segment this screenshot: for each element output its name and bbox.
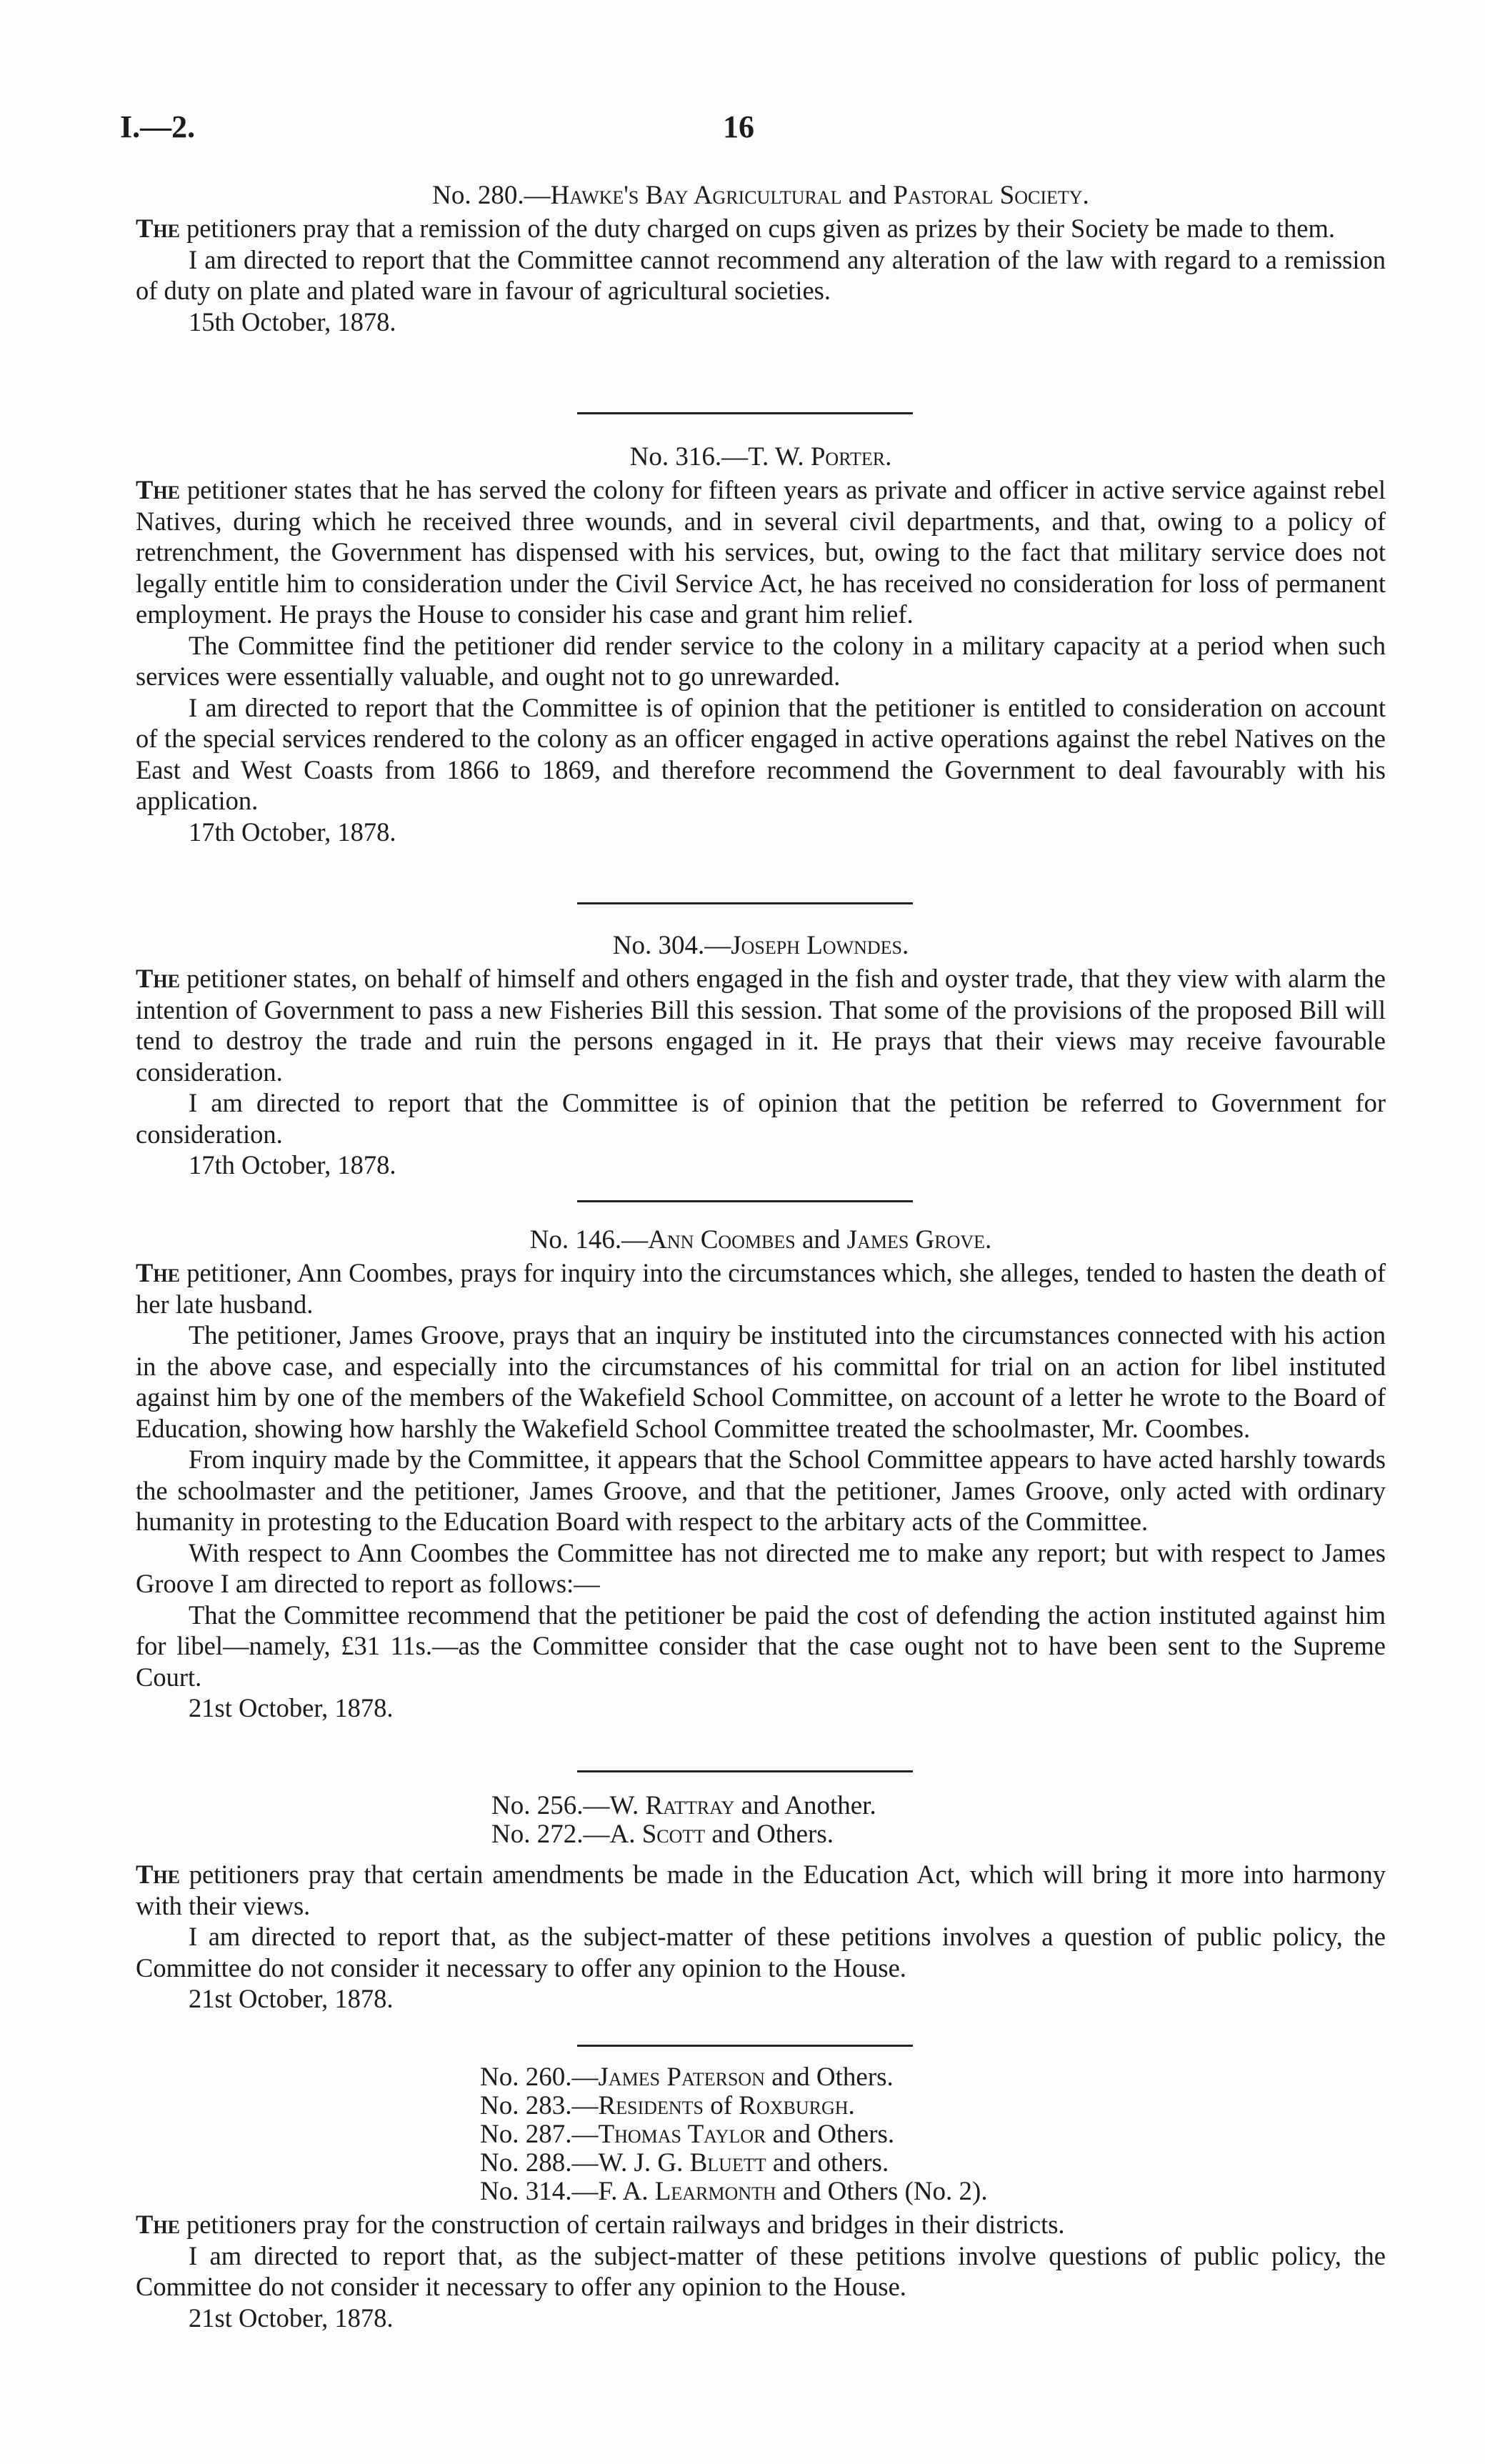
petition-summary: The petitioner states that he has served the colony for fifteen years as private and officer in active service against rebel Natives, during which he received three wounds, and in several civil departments, and that, owing to a policy of retrenchment, the Government has dispensed with his services, but, owing to the fact that military service does not legally entitle him to consideration under the Civil Service Act, he has received no consideration for loss of permanent employment. He prays the House to consider his case and grant him relief. xyxy=(136,475,1386,629)
petition-146 xyxy=(136,1223,1386,1724)
committee-report: I am directed to report that the Committee is of opinion that the petition be referred to Government for consideration. xyxy=(136,1088,1386,1149)
petition-title: No. 288.—W. J. G. Bluett and others. xyxy=(480,2148,889,2178)
petition-256-272 xyxy=(136,1859,1386,2015)
petition-titles-256-272 xyxy=(491,1792,876,1849)
petition-summary: The petitioner states, on behalf of himself and others engaged in the fish and oyster trade, that they view with alarm the intention of Government to pass a new Fisheries Bill this session. That some of the provisions of the proposed Bill will tend to destroy the trade and ruin the persons engaged in it. He prays that their views may receive favourable consideration. xyxy=(136,964,1386,1087)
report-date: 15th October, 1878. xyxy=(189,306,396,336)
petition-title: No. 314.—F. A. Learmonth and Others (No. 2). xyxy=(480,2177,988,2206)
petition-title: No. 146.—Ann Coombes and James Grove. xyxy=(529,1225,992,1255)
report-date: 21st October, 1878. xyxy=(189,1693,394,1722)
report-date: 17th October, 1878. xyxy=(189,1150,396,1179)
petition-title: No. 260.—James Paterson and Others. xyxy=(480,2063,894,2092)
petition-title: No. 280.—Hawke's Bay Agricultural and Pastoral Society. xyxy=(432,181,1089,210)
report-date: 17th October, 1878. xyxy=(189,817,396,847)
section-divider xyxy=(577,412,913,414)
petition-titles-group xyxy=(480,2063,988,2206)
committee-note: With respect to Ann Coombes the Committee has not directed me to make any report; but with respect to James Groove I am directed to report as follows:— xyxy=(136,1537,1386,1598)
petition-summary: The petitioners pray that certain amendments be made in the Education Act, which will bring it more into harmony with their views. xyxy=(136,1860,1386,1920)
committee-report: That the Committee recommend that the petitioner be paid the cost of defending the action instituted against him for libel—namely, £31 11s.—as the Committee consider that the case ought not to have been sent to the Supreme Court. xyxy=(136,1600,1386,1692)
report-date: 21st October, 1878. xyxy=(189,2303,394,2333)
petition-railways xyxy=(136,2209,1386,2334)
petition-title: No. 304.—Joseph Lowndes. xyxy=(612,931,909,960)
committee-report: I am directed to report that the Committee cannot recommend any alteration of the law with regard to a remission of duty on plate and plated ware in favour of agricultural societies. xyxy=(136,244,1386,305)
petition-304 xyxy=(136,929,1386,1181)
section-divider xyxy=(577,2045,913,2047)
report-date: 21st October, 1878. xyxy=(189,1984,394,2013)
petition-title: No. 256.—W. Rattray and Another. xyxy=(491,1791,876,1820)
petition-title: No. 316.—T. W. Porter. xyxy=(629,442,892,472)
petition-title: No. 287.—Thomas Taylor and Others. xyxy=(480,2120,895,2149)
committee-report: I am directed to report that the Committee is of opinion that the petitioner is entitled to consideration on account of the special services rendered to the colony as an officer engaged in active operations against the rebel Natives on the East and West Coasts from 1866 to 1869, and therefore recommend the Government to deal favourably with his application. xyxy=(136,692,1386,815)
petition-title: No. 272.—A. Scott and Others. xyxy=(491,1820,834,1849)
paper-reference: I.—2. xyxy=(120,109,196,144)
petition-summary: The petitioner, Ann Coombes, prays for inquiry into the circumstances which, she alleges, tended to hasten the death of her late husband. xyxy=(136,1258,1386,1319)
committee-finding: The Committee find the petitioner did render service to the colony in a military capacity at a period when such services were essentially valuable, and ought not to go unrewarded. xyxy=(136,630,1386,691)
section-divider xyxy=(577,1200,913,1202)
petition-316 xyxy=(136,440,1386,848)
petition-title: No. 283.—Residents of Roxburgh. xyxy=(480,2091,855,2120)
petition-summary-groove: The petitioner, James Groove, prays that an inquiry be instituted into the circumstances connected with his action in the above case, and especially into the circumstances of his committal for trial on an action for libel instituted against him by one of the members of the Wakefield School Committee, on account of a letter he wrote to the Board of Education, showing how harshly the Wakefield School Committee treated the schoolmaster, Mr. Coombes. xyxy=(136,1320,1386,1443)
petition-summary: The petitioners pray for the construction of certain railways and bridges in their districts. xyxy=(136,2210,1065,2239)
petition-summary: The petitioners pray that a remission of the duty charged on cups given as prizes by their Society be made to them. xyxy=(136,214,1335,243)
committee-report: I am directed to report that, as the subject-matter of these petitions involves a question of public policy, the Committee do not consider it necessary to offer any opinion to the House. xyxy=(136,1922,1386,1982)
petition-280 xyxy=(136,179,1386,338)
section-divider xyxy=(577,1770,913,1772)
section-divider xyxy=(577,902,913,904)
committee-report: I am directed to report that, as the subject-matter of these petitions involve questions of public policy, the Committee do not consider it necessary to offer any opinion to the House. xyxy=(136,2240,1386,2301)
committee-finding: From inquiry made by the Committee, it appears that the School Committee appears to have acted harshly towards the schoolmaster and the petitioner, James Groove, and that the petitioner, James Groove, only acted with ordinary humanity in protesting to the Education Board with respect to the arbitary acts of the Committee. xyxy=(136,1445,1386,1536)
page-number: 16 xyxy=(723,109,754,144)
